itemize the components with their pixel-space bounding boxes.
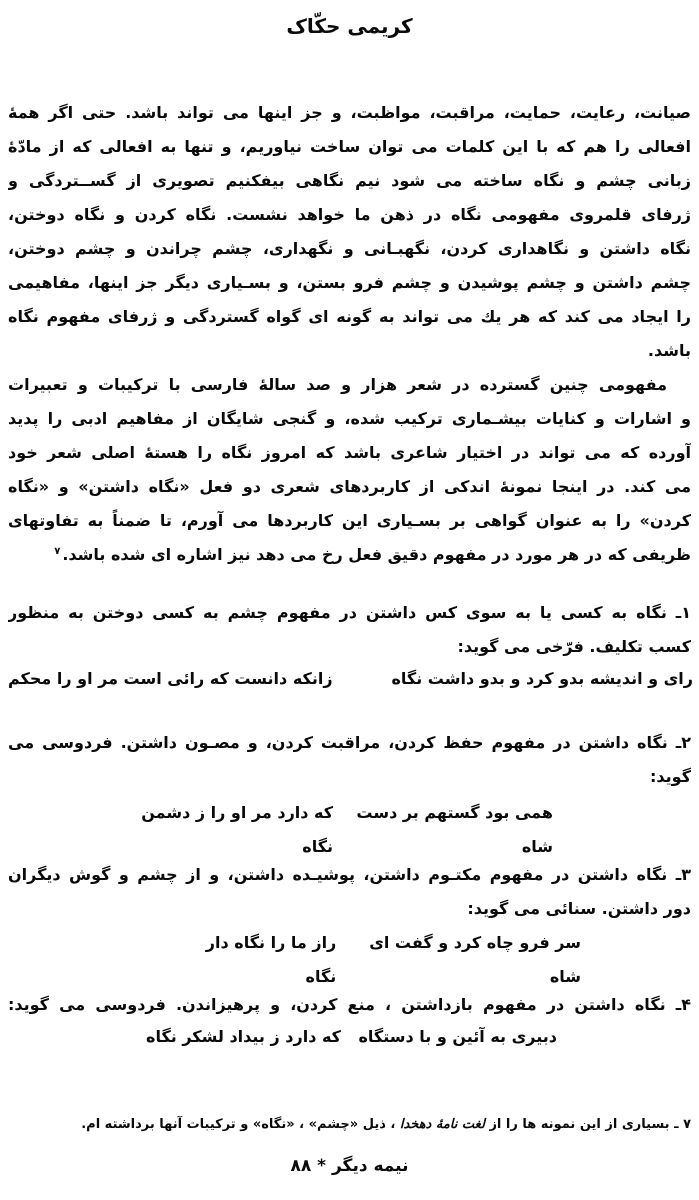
list-item-2 <box>8 726 691 794</box>
text-line: باشد. <box>647 341 691 360</box>
footnote-text-prefix: ۷ ـ بسیاری از این نمونه ها را از <box>484 1117 691 1132</box>
text-line: را ایجاد می کند که هر یك می تواند به گونه ای گواه گستردگی و ژرفای مفهوم نگاه <box>8 307 691 326</box>
text-line: کسب تکلیف. فرّخی می گوید: <box>457 637 691 656</box>
paragraph-1 <box>8 96 691 368</box>
text-line: افعالی را هم که با این کلمات می توان ساخت نیاوریم، و تنها به افعالی که از مادّهٔ <box>8 137 691 156</box>
verse-couplet-4 <box>146 1020 557 1054</box>
footnote <box>8 1112 691 1138</box>
page-title: کریمی حکّاک <box>286 14 413 38</box>
hemistich-second: راز ما را نگاه دار نگاه <box>205 933 337 986</box>
text-line: ژرفای قلمروی مفهومی نگاه در ذهن ما خواهد نشست. نگاه کردن و نگاه دوختن، <box>8 205 691 224</box>
hemistich-first: سر فرو چاه کرد و گفت ای شاه <box>369 933 581 986</box>
text-line: صیانت، رعایت، حمایت، مراقبت، مواظبت، و جز اینها می تواند باشد. حتی اگر همهٔ <box>8 103 691 122</box>
text-line: چشم داشتن و چشم پوشیدن و چشم فرو بستن، و بسـیاری دیگر جز اینها، مفاهیمی <box>8 273 691 292</box>
page-footer: نیمه دیگر * ۸۸ <box>290 1156 409 1176</box>
text-line: می کند. در اینجا نمونهٔ اندکی از کاربردهای شعری دو فعل «نگاه داشتن» و «نگاه <box>8 477 691 496</box>
list-item-1 <box>8 596 691 664</box>
text-line: گوید: <box>650 767 691 786</box>
text-line: و اشارات و کنایات بیشـماری ترکیب شده، و گنجی شایگان از مفاهیم ادبی را پدید <box>8 409 691 428</box>
footnote-text-suffix: ، ذیل «چشم» ، «نگاه» و ترکیبات آنها برداشته ام. <box>81 1117 400 1132</box>
text-line: ۲ـ نگاه داشتن در مفهوم حفظ کردن، مراقبت کردن، و مصـون داشتن. فردوسی می <box>8 733 691 752</box>
hemistich-first: همی بود گستهم بر دست شاه <box>356 803 553 856</box>
text-line <box>8 538 691 572</box>
text-line: کردن» را به عنوان گواهی بر بسـیاری این کاربردها می آورم، تا ضمناً به تفاوتهای <box>8 511 691 530</box>
text-line: دور داشتن. سنائی می گوید: <box>467 899 691 918</box>
text-line: مفهومی چنین گسترده در شعر هزار و صد سالهٔ فارسی با ترکیبات و تعبیرات <box>8 375 667 394</box>
text-line: ۴ـ نگاه داشتن در مفهوم بازداشتن ، منع کردن، و پرهیزاندن. فردوسی می گوید: <box>8 995 691 1014</box>
hemistich-first: دبیری به آئین و با دستگاه <box>358 1027 557 1046</box>
hemistich-second: که دارد مر او را ز دشمن نگاه <box>141 803 334 856</box>
footnote-book-title: لغت نامهٔ دهخدا <box>399 1117 485 1132</box>
hemistich-second: که دارد ز بیداد لشکر نگاه <box>146 1027 341 1046</box>
text-line: آورده که می تواند در اختیار شاعری باشد که امروز نگاه را هستهٔ اصلی شعر خود <box>8 443 691 462</box>
text-line: ۳ـ نگاه داشتن در مفهوم مکتـوم داشتن، پوشیـده داشتن، و از چشم و گوش دیگران <box>8 865 691 884</box>
verse-couplet-1 <box>8 662 693 696</box>
verse-couplet-3 <box>172 926 581 986</box>
list-item-3 <box>8 858 691 926</box>
text-line: ۱ـ نگاه به کسی یا به سوی کس داشتن در مفهوم چشم به کسی دوختن به منظور <box>8 603 691 622</box>
list-item-4 <box>8 988 691 1022</box>
verse-couplet-2 <box>118 796 553 856</box>
text-line: زبانی چشم و نگاه ساخته می شود نیم نگاهی بیفکنیم تصویری از گســتردگی و <box>8 171 691 190</box>
text-segment: ظریفی که در هر مورد در مفهوم دقیق فعل رخ می دهد نیز اشاره ای شده باشد. <box>62 545 691 564</box>
footnote-marker: ۷ <box>54 545 61 557</box>
text-line: نگاه داشتن و نگاهداری کردن، نگهبـانی و نگهداری، چشم چراندن و چشم دوختن، <box>8 239 691 258</box>
hemistich-first: رای و اندیشه بدو کرد و بدو داشت نگاه <box>391 669 693 688</box>
hemistich-second: زانکه دانست که رائی است مر او را محکم <box>8 669 333 688</box>
paragraph-2 <box>8 368 691 572</box>
